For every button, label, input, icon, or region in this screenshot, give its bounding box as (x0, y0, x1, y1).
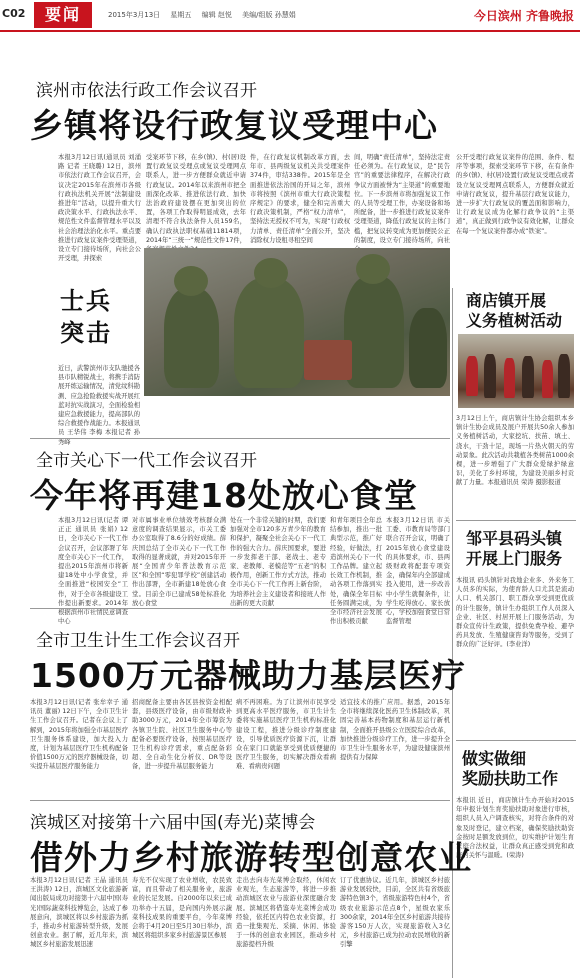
story4-headline: 1500万元器械助力基层医疗 (30, 656, 466, 695)
story1-col1: 本报3月12日讯(通讯员 刘涌路 记者 王晓璐) 12日，滨州市依法行政工作会议召开，会议决定2015年在滨州市各级行政执法机关开展“法制建设推进年”活动，以提升重大行政决策水平、行政执法水平、规范性文件监督管理水平以及社会治理法治化水平。重点要推进行政复议案件受理渠道，设立专门接待场所，向社会公开受理，并探索 (58, 154, 141, 263)
story4-kicker: 全市卫生计生工作会议召开 (36, 631, 240, 651)
story3-col1: 本报3月12日讯(记者 谭正正 通讯员 张娟) 12日，全市关心下一代工作会议召开，会议部署了年度全市关心下一代工作，提出2015年滨州市将新建18处中小学食堂，并全面推进“校园安全”工作，对于全市各级建设工作提出新要求。2014年根据滨州市社情民意调查中心 (58, 517, 128, 626)
story5-col4: 订了优惠协议。近几年，滨城区乡村旅游业发展较快，目前，全区共有省级旅游特色镇3个，省级旅游特色村4个，省级农业旅游示范点8个，星级农家乐300余家，2014年全区乡村旅游共接待游客150万人次，实现旅游收入3亿元，乡村旅游已成为拉动农民增收的新引擎 (340, 877, 450, 949)
story2-title-line1: 士兵 (60, 287, 112, 315)
story7-title-line2: 开展上门服务 (466, 549, 563, 568)
story5-headline: 借外力乡村旅游转型创意农业 (30, 838, 472, 877)
story6-title-line2: 义务植树活动 (466, 311, 563, 330)
story4-col3: 病不再困难。为了让滨州市民享受到更高水平医疗服务，市卫生计生委将实施基层医疗卫生机构标准化建设工程，推进分级诊疗制度建设，引导优质医疗资源下沉，让群众在家门口就能享受到优质便捷的医疗卫生服务，切实解决群众看病难、看病贵问题 (236, 699, 336, 771)
story1-headline: 乡镇将设行政复议受理中心 (30, 106, 438, 145)
paper-name: 今日滨州 齐鲁晚报 (473, 9, 574, 23)
story6-body: 3月12日上午，商店镇计生协会组织本乡镇计生协会成员及展户开展共50余人参加义务植树活动，大家挖坑、扶苗、填土、浇水，干劲十足，现场一片热火朝天的劳动景象。此次活动共栽植各类树苗1000余棵，进一步增强了广大群众爱绿护绿意识，美化了乡村环境，为建设美丽乡村贡献了力量。本报通讯员 荣涛 摄影报道 (456, 415, 574, 487)
story7-body: 本报讯 码头镇针对我地企业多、外来务工人员多的实际，为使育龄人口尤其是流动人口、机关部门、职工群众享受到更优质的计生服务，镇计生办组织工作人员深入企业、社区、村居开展上门服务活动，为群众宣传计生政策，提供免费孕检、避孕药具发放、生殖健康咨询等服务，受到了群众的广泛好评。(李业洋) (456, 577, 574, 649)
masthead-rule (0, 30, 580, 32)
editor-credit: 编辑 赵悦 (201, 11, 232, 19)
story8-title-line1: 做实做细 (462, 749, 527, 768)
story3-col4: 和青年项目全年总结参加，推出一批典型示范，推广好经验，好做法，打造滨州关心下一代工作品牌。建立起长效工作机制，推动各项工作落到实处，确保全年目标任务圆满完成，为全市经济社会发展作出积极贡献 (330, 517, 382, 626)
rule-story4 (30, 608, 450, 609)
story6-title-line1: 商店镇开展 (466, 291, 547, 310)
section-label: 要闻 (34, 2, 92, 28)
story5-col2: 寿光不仅实现了农业增收，农民致富，而且带动了相关服务业，旅游业的长足发展。自2000年以来已成功举办十五届，是向国内外展示蔬菜科技成果的重要平台，今年菜博会将于4月20日至5月30日举办，滨城区将组织多家乡村旅游景区参展 (132, 877, 232, 940)
design-credit: 美编/组版 孙慧娟 (242, 11, 296, 19)
rule-story3 (30, 438, 450, 439)
story1-col3: 件，在行政复议机制改革方面，去年市、县两级复议机关共受理案件374件，审结338件。2015年是全面推进依法治国的开局之年，滨州市将按照《滨州市重大行政决策程序规定》的要求，健全和完善重大行政决策机制，严格“权力清单”，坚持法无授权不可为，实现“行政权力清单、责任清单”全面公开，坚决消除权力设租寻租空间 (250, 154, 350, 244)
issue-date: 2015年3月13日 (108, 11, 161, 19)
rule-right-2 (456, 740, 576, 741)
tree-planting-photo (458, 334, 574, 408)
story3-col5: 本报3月12日讯 市关工委、市教育局等部门联合召开会议，明确了2015年放心食堂建设的具体要求，市、县两级财政将配套专项资金，确保年内全部建成投入使用，进一步改善中小学生就餐条件，让学生吃得放心、家长放心，学校加强食堂日常监督管理 (386, 517, 450, 626)
story1-col2: 受案环节下移，在乡(镇)、村(居)设置行政复议受理点或复议受理网点联系人，进一步方便群众就近申请行政复议。2014年以来滨州市把全面深化改革、推进依法行政、加快法治政府建设摆在更加突出的位置，各项工作取得明显成效，去年清理不符合执法条件人员159名，确认行政执法职权基础11814项，2014年“三统一”规范性文件17件， (146, 154, 246, 244)
story3-col2: 对市属事业单位绩效考核群众满意度的调查结果显示，市关工委办公室取得了8.6分的好成绩。薛庆国总结了全市关心下一代工作取得的显著成就，并对2015年开展“全国青少年普法教育示范区”和全国“零犯罪学校”创建活动作出部署，全市新建18处放心食堂。目前全市已建成58处标准化放心食堂 (132, 517, 226, 607)
story3-kicker: 全市关心下一代工作会议召开 (36, 451, 257, 471)
masthead (0, 0, 580, 30)
story5-col3: 走出去向寿光菜博会取经，休闲农业观光，生态旅游等，将进一步推动滨城区农业与旅游业深度融合发展。滨城区将借鉴寿光菜博会成功经验，依托区内特色农业资源，打造一批集观光、采摘、休闲、体验于一体的创意农业园区，推动乡村旅游提档升级 (236, 877, 336, 949)
story3-col3: 处在一个非常关键的时期，我们要加强对全市120多万青少年的教育和保护，凝聚全社会关心下一代工作的强大合力。薛庆国要求，要进一步发挥老干部、老战士、老专家、老教师、老模范等“五老”的积极作用，创新工作方式方法，推动全市关心下一代工作再上新台阶，为培养社会主义建设者和接班人作出新的更大贡献 (230, 517, 326, 607)
story1-col4: 间，明确“责任清单”，坚持法定责任必须为。在行政复议，是“民告官”的重要法律程序，在解决行政争议方面被誉为“主渠道”的重要地位。下一步滨州市将加强复议工作的人员等受理工作，办案设备和场所配备，进一步推进行政复议案件受理渠道，降低行政复议的主体门槛，把复议转变成为更加便民公正的制度，设立专门接待场所，向社 (354, 154, 450, 244)
rule-right-1 (456, 520, 576, 521)
story1-kicker: 滨州市依法行政工作会议召开 (36, 81, 257, 101)
soldiers-photo (144, 248, 450, 396)
story2-body: 近日，武警滨州市支队驰援各县市队精锐战士，将携手消防展开练运输情况，清党纹科勘测、应急抢险救援实战开展红蓝对抗实战演习，全面检验相建应急救援能力，提高部队的综合救援作战能力。本报通讯员 王华伟 李梅 本报记者 孙秀峰 (58, 365, 140, 446)
story8-title-line2: 奖励扶助工作 (462, 769, 559, 788)
story5-col1: 本报3月12日讯(记者 王晶 通讯员 王洪涛) 12日，滨城区文化旅游新闻出版局成功对接第十六届中国(寿光)国际蔬菜科技博览会，达成了参展意向，滨城区将以乡村旅游为抓手，推动乡村旅游转型升级，发展创意农业。据了解，近几年来，滨城区乡村旅游发展迅速 (30, 877, 128, 949)
story8-body: 本报讯 近日，商店镇计生办开始对2015年申报计划生育奖励扶助对象进行审核，组织人员入户调查核实，对符合条件的对象及时登记，建立档案，确保奖励扶助资金按时足额发放到位，切实维护计划生育家庭合法权益，让群众真正感受到党和政府的关怀与温暖。(荣涛) (456, 797, 574, 860)
story3-headline: 今年将再建18处放心食堂 (30, 476, 418, 515)
story4-col1: 本报3月12日讯(记者 张牟幸子 通讯员 董丽) 12日下午，全市卫生计生工作会议召开。记者在会议上了解到，2015年将加强全市基层医疗卫生服务体系建设，加大投入力度，计划为基层医疗卫生机构配备价值1500万元的医疗器械设备，切实提升基层医疗服务能力 (30, 699, 128, 771)
story2-title-line2: 突击 (60, 319, 112, 347)
story7-title-line1: 邹平县码头镇 (466, 529, 563, 548)
story1-col5: 公开受理行政复议案件的范围、条件、程序等事项，探索受案环节下移，在有条件的乡(镇)、村(居)设置行政复议受理点或者设立复议受理网点联系人，方便群众就近申请行政复议，提升基层行政复议能力，进一步扩大行政复议的覆盖面和影响力，让行政复议成为化解行政争议的“主渠道”，真正做到行政争议有效化解，让群众在每一个复议案件都办成“铁案”。 (456, 154, 574, 235)
issue-weekday: 星期五 (170, 11, 192, 19)
story4-col4: 适宜技术的推广应用。据悉，2015年全市将继续深化医药卫生体制改革，巩固完善基本药物制度和基层运行新机制，全面推开县级公立医院综合改革，加快推进分级诊疗工作，进一步提升全市卫生计生服务水平，为建设健康滨州提供有力保障 (340, 699, 450, 762)
masthead-meta (108, 10, 304, 20)
rule-story5 (30, 800, 450, 801)
story5-kicker: 滨城区对接第十六届中国(寿光)菜博会 (30, 813, 316, 833)
page-number: C02 (2, 7, 26, 20)
story4-col2: 招商配备主要由各区县按资金相配套，县级医疗设备，由市级财政补助3000万元，2014年全市筹资为各镇卫生院、社区卫生服务中心等配备必要医疗设备，按照基层医疗卫生机构诊疗需求，重点配备彩超、全自动生化分析仪、DR等设备，进一步提升基层服务能力 (132, 699, 232, 771)
